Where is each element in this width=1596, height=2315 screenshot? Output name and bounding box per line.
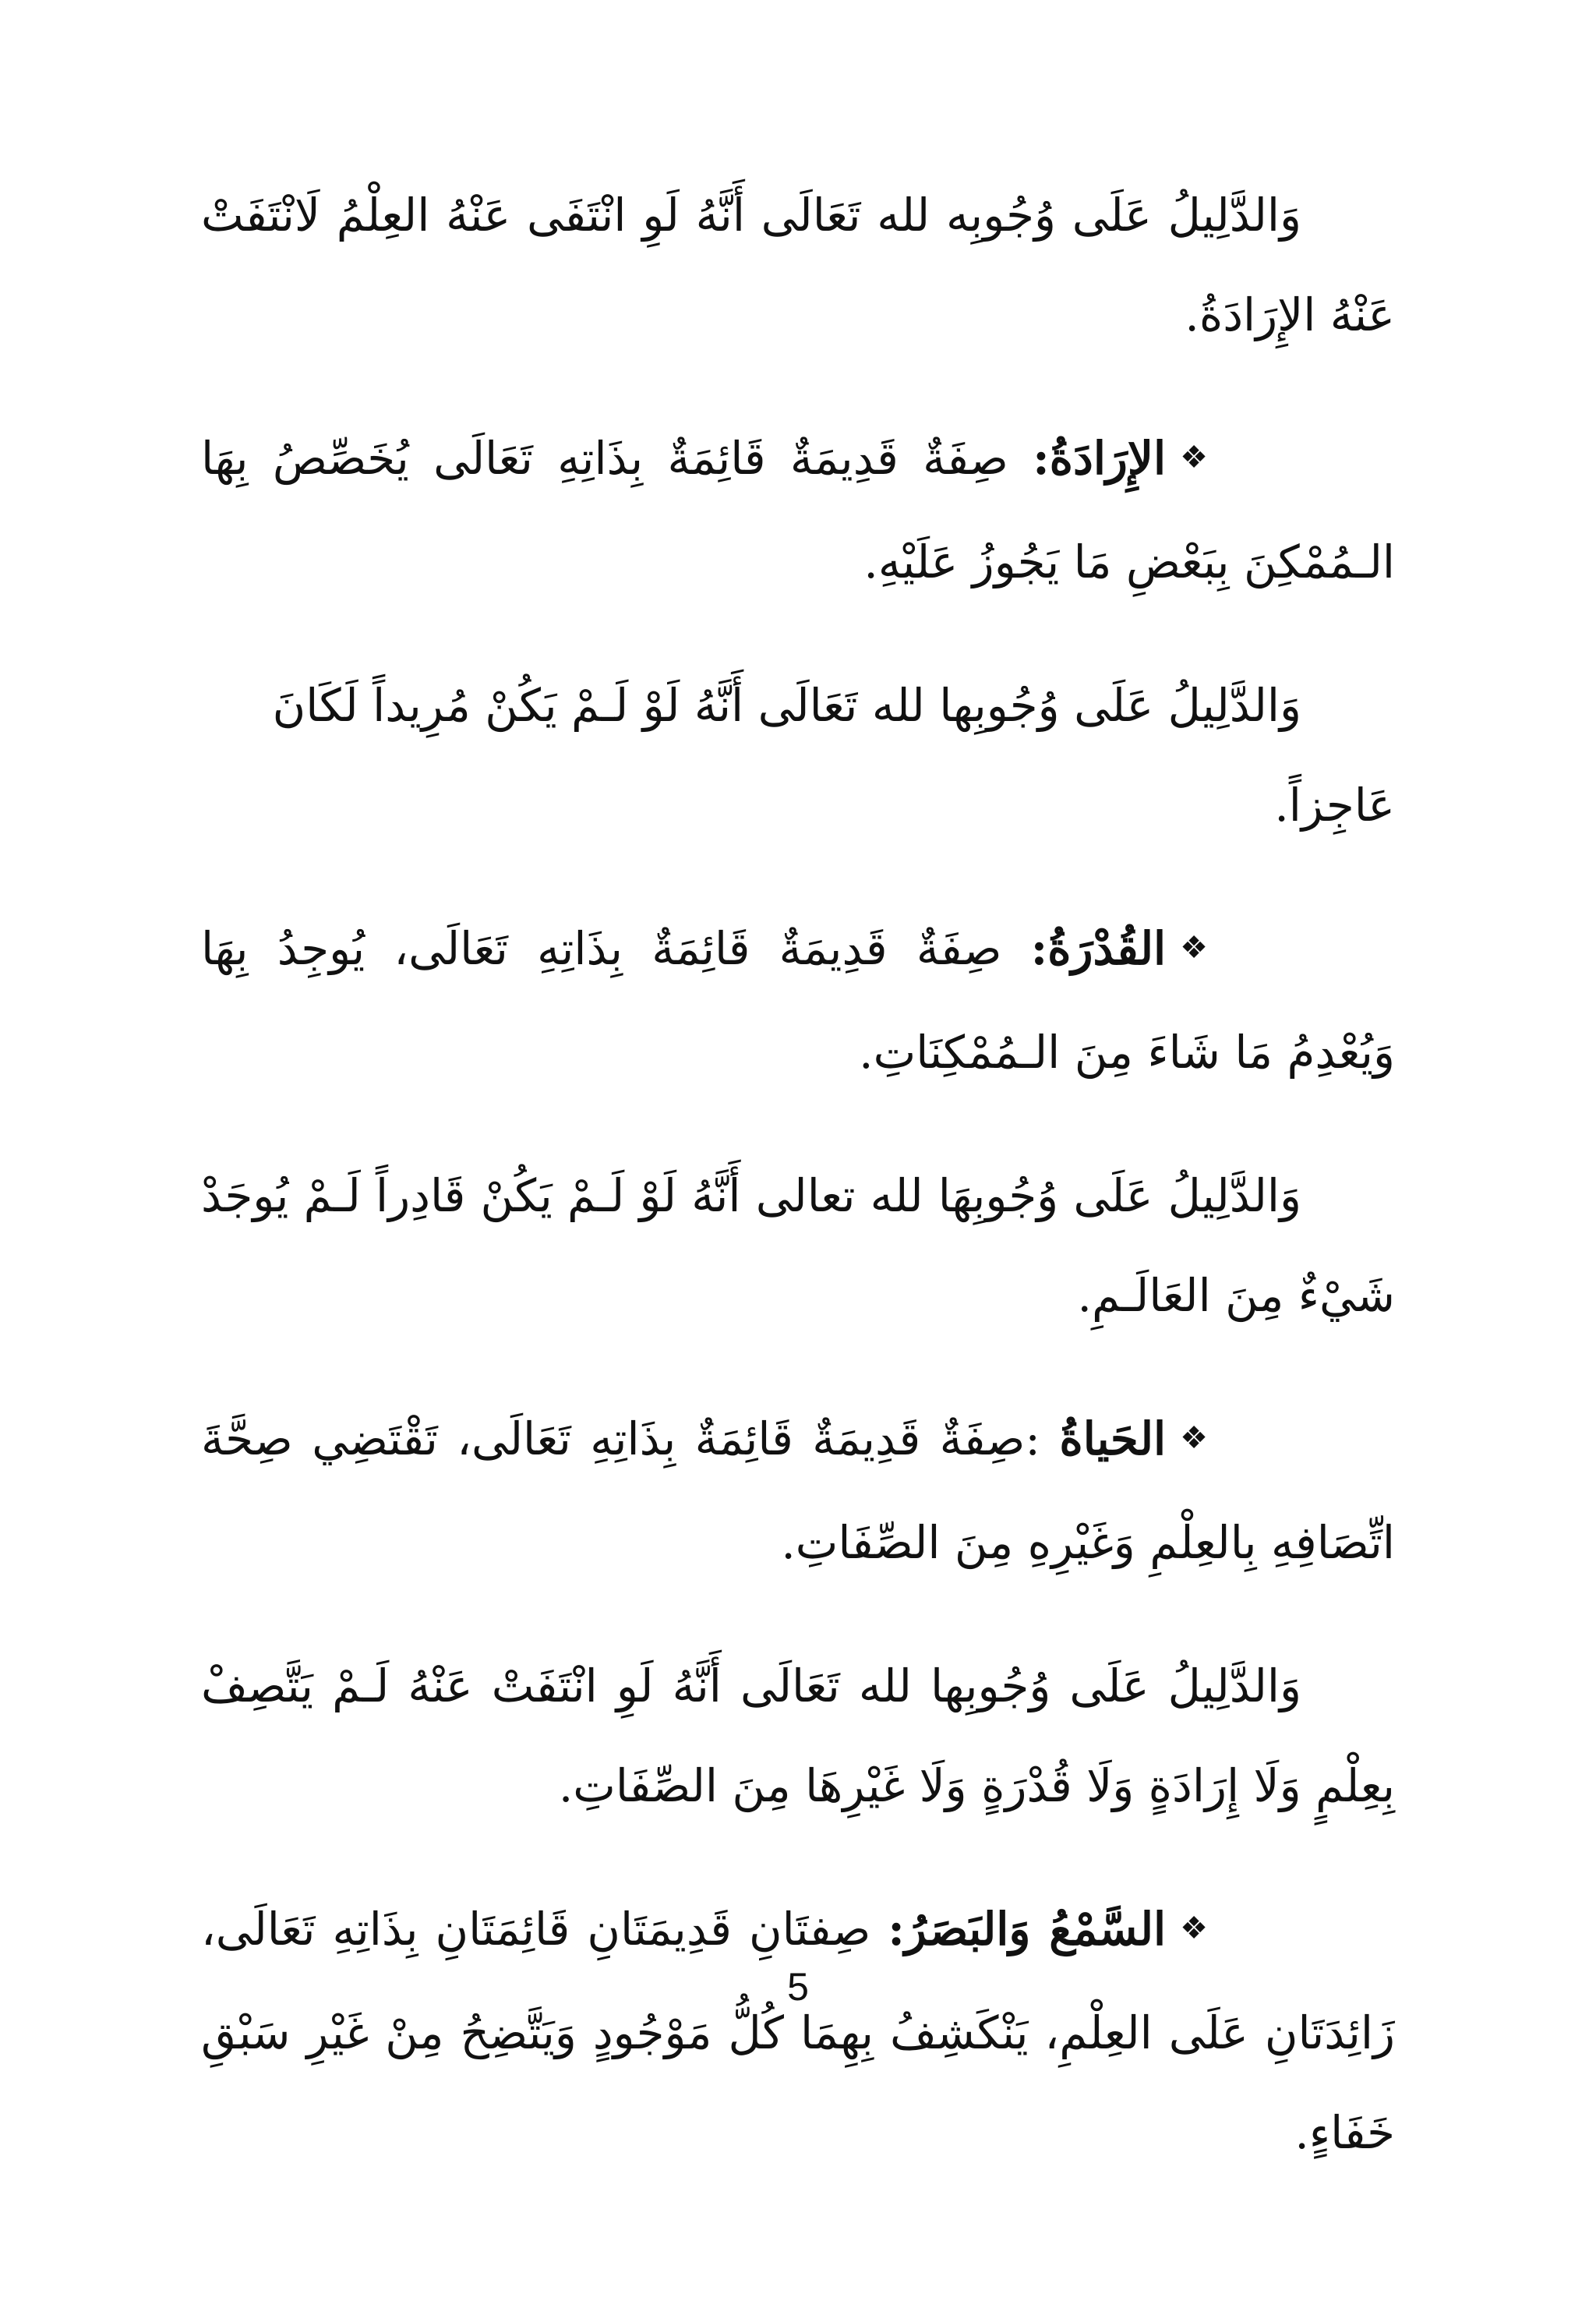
document-body bbox=[201, 165, 1395, 2226]
definition-term: السَّمْعُ وَالبَصَرُ: bbox=[888, 1902, 1167, 1956]
evidence-paragraph bbox=[201, 656, 1395, 855]
definition-paragraph-life bbox=[201, 1389, 1395, 1592]
paragraph-text: وَالدَّلِيلُ عَلَى وُجُوبِهَا لله تعالى أَنَّهُ لَوْ لَـمْ يَكُنْ قَادِراً لَـمْ يُوجَدْ شَيْءٌ مِنَ العَالَـمِ. bbox=[201, 1168, 1395, 1322]
definition-paragraph-power bbox=[201, 899, 1395, 1102]
page-number: 5 bbox=[787, 1965, 809, 2009]
definition-term: الحَياةُ bbox=[1059, 1412, 1167, 1465]
definition-term: القُدْرَةُ: bbox=[1030, 921, 1167, 975]
definition-text: صِفَةٌ قَدِيمَةٌ قَائِمَةٌ بِذَاتِهِ تَعَالَى يُخَصِّصُ بِهَا الـمُمْكِنَ بِبَعْضِ مَا يَجُوزُ عَلَيْهِ. bbox=[201, 432, 1395, 588]
paragraph-text: وَالدَّلِيلُ عَلَى وُجُوبِه لله تَعَالَى أَنَّهُ لَوِ انْتَفَى عَنْهُ العِلْمُ لَانْتَفَتْ عَنْهُ الإِرَادَةُ. bbox=[201, 189, 1395, 341]
diamond-bullet-icon: ❖ bbox=[1180, 439, 1208, 475]
definition-text: صِفَةٌ قَدِيمَةٌ قَائِمَةٌ بِذَاتِهِ تَعَالَى، يُوجِدُ بِهَا وَيُعْدِمُ مَا شَاءَ مِنَ الـمُمْكِنَاتِ. bbox=[201, 921, 1395, 1079]
evidence-paragraph bbox=[201, 165, 1395, 365]
definition-paragraph-will bbox=[201, 408, 1395, 612]
definition-text: :صِفَةٌ قَدِيمَةٌ قَائِمَةٌ بِذَاتِهِ تَعَالَى، تَقْتَضِي صِحَّةَ اتِّصَافِهِ بِالعِلْمِ وَغَيْرِهِ مِنَ الصِّفَاتِ. bbox=[201, 1412, 1395, 1569]
paragraph-text: وَالدَّلِيلُ عَلَى وُجُوبِها لله تَعَالَى أَنَّهُ لَوِ انْتَفَتْ عَنْهُ لَـمْ يَتَّصِفْ بِعِلْمٍ وَلَا إِرَادَةٍ وَلَا قُدْرَةٍ وَلَا غَيْرِهَا مِنَ الصِّفَاتِ. bbox=[201, 1659, 1395, 1812]
evidence-paragraph bbox=[201, 1146, 1395, 1345]
diamond-bullet-icon: ❖ bbox=[1180, 929, 1208, 966]
definition-text: صِفتَانِ قَدِيمَتَانِ قَائِمَتَانِ بِذَاتِهِ تَعَالَى، زَائِدَتَانِ عَلَى العِلْمِ، يَنْكَشِفُ بِهِمَا كُلُّ مَوْجُودٍ وَيَتَّضِحُ مِنْ غَيْرِ سَبْقِ خَفَاءٍ. bbox=[201, 1902, 1395, 2159]
evidence-paragraph bbox=[201, 1636, 1395, 1836]
diamond-bullet-icon: ❖ bbox=[1180, 1419, 1208, 1456]
definition-term: الإِرَادَةُ: bbox=[1033, 432, 1167, 485]
definition-paragraph-hearing-sight bbox=[201, 1879, 1395, 2182]
diamond-bullet-icon: ❖ bbox=[1180, 1910, 1208, 1946]
paragraph-text: وَالدَّلِيلُ عَلَى وُجُوبِها لله تَعَالَى أَنَّهُ لَوْ لَـمْ يَكُنْ مُرِيداً لَكَانَ عَاجِزاً. bbox=[272, 678, 1395, 832]
